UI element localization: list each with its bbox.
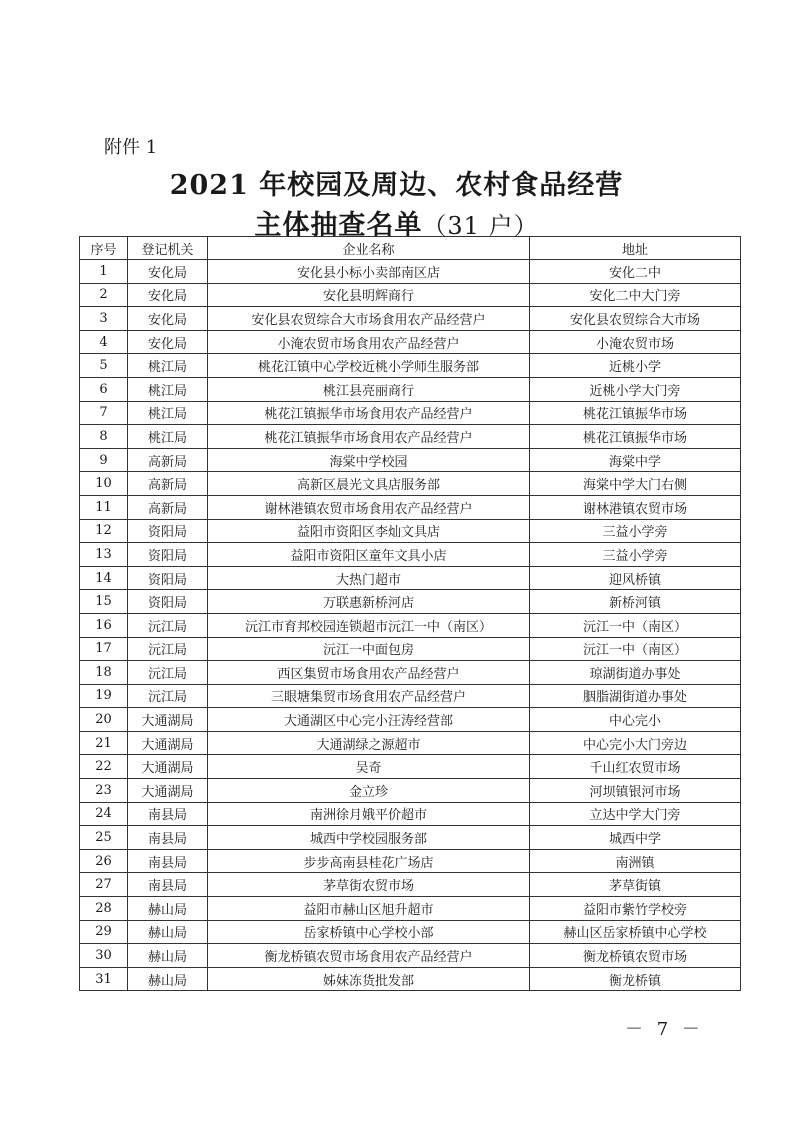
header-address: 地址 [530,237,741,260]
cell-company-name: 岳家桥镇中心学校小部 [208,920,530,944]
cell-authority: 南县局 [128,873,208,897]
cell-authority: 安化局 [128,307,208,331]
cell-authority: 资阳局 [128,566,208,590]
cell-company-name: 高新区晨光文具店服务部 [208,472,530,496]
cell-authority: 沅江局 [128,637,208,661]
header-company-name: 企业名称 [208,237,530,260]
cell-authority: 安化局 [128,283,208,307]
cell-company-name: 桃花江镇中心学校近桃小学师生服务部 [208,354,530,378]
cell-address: 河坝镇银河市场 [530,779,741,803]
cell-index: 27 [80,873,128,897]
cell-company-name: 万联惠新桥河店 [208,590,530,614]
cell-authority: 南县局 [128,826,208,850]
cell-address: 中心完小 [530,708,741,732]
cell-address: 迎风桥镇 [530,566,741,590]
cell-authority: 高新局 [128,495,208,519]
cell-index: 14 [80,566,128,590]
cell-index: 7 [80,401,128,425]
cell-company-name: 谢林港镇农贸市场食用农产品经营户 [208,495,530,519]
cell-index: 29 [80,920,128,944]
cell-index: 1 [80,260,128,284]
header-authority: 登记机关 [128,237,208,260]
cell-address: 三益小学旁 [530,519,741,543]
table-row [80,448,741,472]
cell-address: 安化县农贸综合大市场 [530,307,741,331]
table-row [80,897,741,921]
cell-address: 小淹农贸市场 [530,330,741,354]
cell-address: 安化二中大门旁 [530,283,741,307]
cell-index: 28 [80,897,128,921]
cell-authority: 南县局 [128,802,208,826]
table-row [80,472,741,496]
cell-company-name: 益阳市资阳区李灿文具店 [208,519,530,543]
cell-company-name: 金立珍 [208,779,530,803]
cell-index: 15 [80,590,128,614]
cell-index: 26 [80,849,128,873]
cell-index: 4 [80,330,128,354]
table-row [80,967,741,991]
cell-authority: 桃江局 [128,425,208,449]
cell-authority: 大通湖局 [128,731,208,755]
cell-authority: 沅江局 [128,661,208,685]
cell-index: 31 [80,967,128,991]
cell-company-name: 南洲徐月娥平价超市 [208,802,530,826]
table-row [80,802,741,826]
cell-authority: 大通湖局 [128,708,208,732]
cell-company-name: 衡龙桥镇农贸市场食用农产品经营户 [208,944,530,968]
cell-company-name: 桃花江镇振华市场食用农产品经营户 [208,425,530,449]
table-row [80,377,741,401]
cell-authority: 资阳局 [128,519,208,543]
cell-address: 立达中学大门旁 [530,802,741,826]
cell-authority: 桃江局 [128,401,208,425]
table-row [80,637,741,661]
cell-address: 近桃小学大门旁 [530,377,741,401]
cell-authority: 赫山局 [128,920,208,944]
cell-company-name: 西区集贸市场食用农产品经营户 [208,661,530,685]
cell-authority: 赫山局 [128,897,208,921]
table-row [80,920,741,944]
document-title-count: （31 户） [422,212,539,240]
cell-index: 17 [80,637,128,661]
cell-address: 桃花江镇振华市场 [530,401,741,425]
cell-address: 琼湖街道办事处 [530,661,741,685]
cell-address: 近桃小学 [530,354,741,378]
cell-address: 新桥河镇 [530,590,741,614]
cell-address: 城西中学 [530,826,741,850]
document-title-line1: 2021 年校园及周边、农村食品经营 [169,170,624,201]
table-row [80,543,741,567]
cell-company-name: 步步高南县桂花广场店 [208,849,530,873]
table-row [80,944,741,968]
cell-index: 11 [80,495,128,519]
table-row [80,755,741,779]
cell-index: 16 [80,613,128,637]
cell-address: 沅江一中（南区） [530,637,741,661]
cell-address: 衡龙桥镇农贸市场 [530,944,741,968]
table-row [80,731,741,755]
cell-authority: 高新局 [128,472,208,496]
cell-address: 赫山区岳家桥镇中心学校 [530,920,741,944]
table-header-row [80,237,741,260]
cell-authority: 沅江局 [128,613,208,637]
table-row [80,283,741,307]
cell-company-name: 益阳市资阳区童年文具小店 [208,543,530,567]
cell-address: 桃花江镇振华市场 [530,425,741,449]
cell-address: 谢林港镇农贸市场 [530,495,741,519]
cell-address: 海棠中学大门右侧 [530,472,741,496]
cell-company-name: 海棠中学校园 [208,448,530,472]
cell-address: 千山红农贸市场 [530,755,741,779]
cell-index: 13 [80,543,128,567]
cell-index: 30 [80,944,128,968]
table-row [80,354,741,378]
cell-company-name: 沅江一中面包房 [208,637,530,661]
header-index: 序号 [80,237,128,260]
cell-authority: 安化局 [128,260,208,284]
table-row [80,849,741,873]
cell-company-name: 大通湖绿之源超市 [208,731,530,755]
cell-index: 9 [80,448,128,472]
cell-company-name: 大通湖区中心完小汪涛经营部 [208,708,530,732]
document-title-main: 主体抽查名单 [254,210,423,241]
cell-authority: 南县局 [128,849,208,873]
attachment-label: 附件 1 [104,137,158,158]
cell-company-name: 三眼塘集贸市场食用农产品经营户 [208,684,530,708]
cell-authority: 资阳局 [128,543,208,567]
cell-company-name: 城西中学校园服务部 [208,826,530,850]
table-row [80,684,741,708]
cell-address: 南洲镇 [530,849,741,873]
cell-authority: 沅江局 [128,684,208,708]
cell-company-name: 沅江市育邦校园连锁超市沅江一中（南区） [208,613,530,637]
cell-company-name: 小淹农贸市场食用农产品经营户 [208,330,530,354]
cell-index: 24 [80,802,128,826]
table-row [80,826,741,850]
cell-company-name: 吴奇 [208,755,530,779]
inspection-list-table [79,236,741,991]
table-row [80,425,741,449]
table-row [80,708,741,732]
cell-index: 25 [80,826,128,850]
cell-address: 沅江一中（南区） [530,613,741,637]
cell-index: 22 [80,755,128,779]
table-row [80,566,741,590]
cell-address: 中心完小大门旁边 [530,731,741,755]
cell-address: 海棠中学 [530,448,741,472]
cell-authority: 安化局 [128,330,208,354]
cell-company-name: 茅草街农贸市场 [208,873,530,897]
cell-company-name: 姊妹冻货批发部 [208,967,530,991]
table-row [80,661,741,685]
table-row [80,590,741,614]
table-row [80,779,741,803]
cell-index: 23 [80,779,128,803]
cell-address: 安化二中 [530,260,741,284]
cell-authority: 大通湖局 [128,779,208,803]
table-row [80,307,741,331]
cell-index: 18 [80,661,128,685]
cell-authority: 桃江局 [128,377,208,401]
table-body [80,260,741,991]
cell-index: 5 [80,354,128,378]
table-row [80,613,741,637]
page-number: － 7 － [625,1019,704,1040]
cell-authority: 桃江局 [128,354,208,378]
cell-index: 12 [80,519,128,543]
cell-company-name: 大热门超市 [208,566,530,590]
cell-company-name: 安化县明辉商行 [208,283,530,307]
cell-index: 8 [80,425,128,449]
cell-index: 20 [80,708,128,732]
cell-authority: 赫山局 [128,944,208,968]
cell-company-name: 桃江县亮丽商行 [208,377,530,401]
cell-authority: 大通湖局 [128,755,208,779]
cell-company-name: 安化县小标小卖部南区店 [208,260,530,284]
table-row [80,330,741,354]
cell-authority: 资阳局 [128,590,208,614]
cell-address: 三益小学旁 [530,543,741,567]
cell-address: 胭脂湖街道办事处 [530,684,741,708]
table-row [80,401,741,425]
cell-authority: 高新局 [128,448,208,472]
cell-index: 19 [80,684,128,708]
cell-index: 21 [80,731,128,755]
table-row [80,519,741,543]
table-row [80,260,741,284]
cell-company-name: 安化县农贸综合大市场食用农产品经营户 [208,307,530,331]
cell-authority: 赫山局 [128,967,208,991]
cell-index: 10 [80,472,128,496]
cell-index: 6 [80,377,128,401]
cell-company-name: 桃花江镇振华市场食用农产品经营户 [208,401,530,425]
cell-index: 2 [80,283,128,307]
cell-address: 衡龙桥镇 [530,967,741,991]
cell-index: 3 [80,307,128,331]
cell-address: 茅草街镇 [530,873,741,897]
cell-company-name: 益阳市赫山区旭升超市 [208,897,530,921]
cell-address: 益阳市紫竹学校旁 [530,897,741,921]
table-row [80,495,741,519]
table-row [80,873,741,897]
